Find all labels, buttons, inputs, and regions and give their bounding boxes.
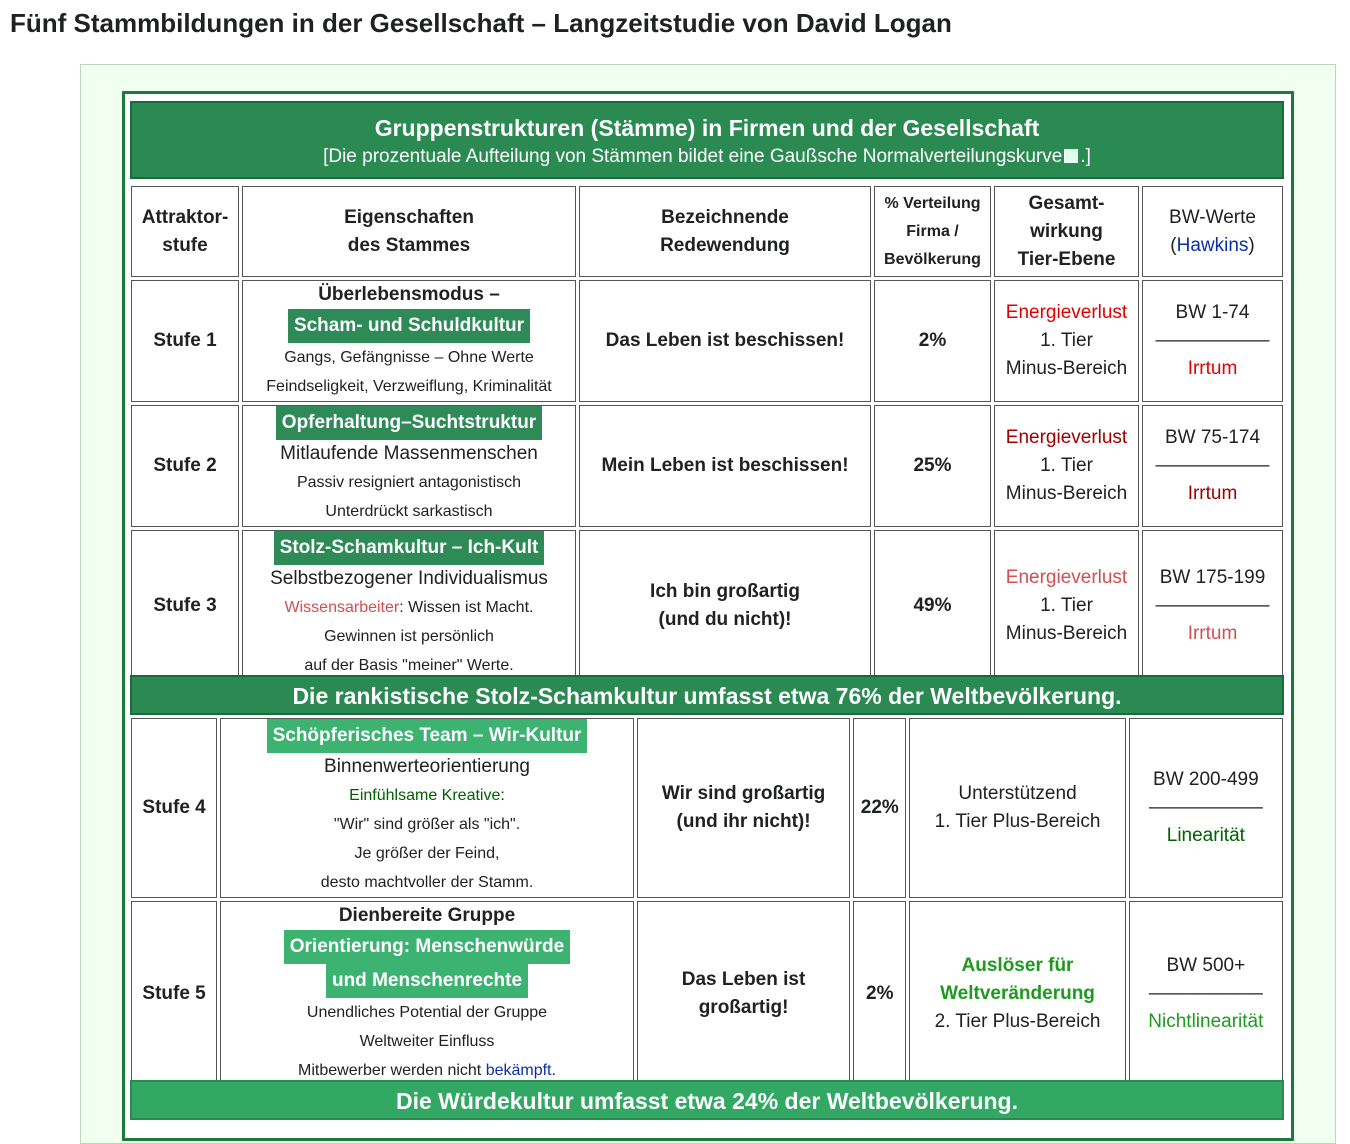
upper-table [128, 183, 1286, 684]
phrase-cell: Wir sind großartig (und ihr nicht)! [637, 718, 850, 898]
header-row [131, 186, 1283, 277]
phrase-cell: Das Leben ist beschissen! [579, 280, 871, 402]
col-eigenschaften: Eigenschaften des Stammes [242, 186, 576, 277]
prozent-cell: 25% [874, 405, 991, 527]
table-header [130, 101, 1284, 179]
table-subtitle [132, 146, 1282, 168]
prozent-cell: 2% [853, 901, 906, 1086]
wirkung-cell: Energieverlust 1. Tier Minus-Bereich [994, 280, 1139, 402]
wirkung-cell: Auslöser für Weltveränderung 2. Tier Plus-Bereich [909, 901, 1125, 1086]
eigenschaften-cell [242, 405, 576, 527]
col-attraktor: Attraktor- stufe [131, 186, 239, 277]
cell-line: Selbstbezogener Individualismus [270, 568, 548, 589]
table-row [131, 280, 1283, 402]
stufe-label: Stufe 3 [131, 530, 239, 681]
stufe-label: Stufe 4 [131, 718, 217, 898]
bw-cell: BW 1-74 —————— Irrtum [1142, 280, 1283, 402]
culture-tag: Schöpferisches Team – Wir-Kultur [267, 719, 588, 753]
cell-line: Je größer der Feind, [354, 845, 500, 862]
wirkung-cell: Energieverlust 1. Tier Minus-Bereich [994, 405, 1139, 527]
cell-line: Überlebensmodus – [318, 284, 500, 305]
stufe-label: Stufe 2 [131, 405, 239, 527]
cell-line: Gangs, Gefängnisse – Ohne Werte [284, 349, 534, 366]
cell-line: Binnenwerteorientierung [324, 756, 530, 777]
culture-tag: und Menschenrechte [326, 964, 528, 998]
col-redewendung: Bezeichnende Redewendung [579, 186, 871, 277]
table-row [131, 530, 1283, 681]
eigenschaften-cell: Stolz-Schamkultur – Ich-Kult Selbstbezogener Individualismus Wissensarbeiter: Wissen ist Macht. Gewinnen ist persönlich auf der Basis "meiner" Werte. [242, 530, 576, 681]
eigenschaften-cell: Dienbereite Gruppe Orientierung: Menschenwürde und Menschenrechte Unendliches Potential der Gruppe Weltweiter Einfluss Mitbewerber werden nicht bekämpft. [220, 901, 634, 1086]
culture-tag: Orientierung: Menschenwürde [284, 930, 570, 964]
wirkung-cell: Energieverlust 1. Tier Minus-Bereich [994, 530, 1139, 681]
stufe-label: Stufe 1 [131, 280, 239, 402]
cell-line: Unterdrückt sarkastisch [325, 503, 493, 520]
culture-tag: Stolz-Schamkultur – Ich-Kult [274, 531, 545, 565]
bw-cell: BW 175-199 —————— Irrtum [1142, 530, 1283, 681]
cell-line: auf der Basis "meiner" Werte. [304, 657, 514, 674]
summary-band-2: Die Würdekultur umfasst etwa 24% der Weltbevölkerung. [130, 1080, 1284, 1120]
col-verteilung: % Verteilung Firma / Bevölkerung [874, 186, 991, 277]
culture-tag: Scham- und Schuldkultur [288, 309, 530, 343]
subtitle-end: .] [1080, 146, 1091, 167]
cell-line: Mitlaufende Massenmenschen [280, 443, 538, 464]
table-row [131, 718, 1283, 898]
prozent-cell: 22% [853, 718, 906, 898]
phrase-cell: Ich bin großartig (und du nicht)! [579, 530, 871, 681]
lower-table [128, 715, 1286, 1089]
cell-line: desto machtvoller der Stamm. [320, 874, 534, 891]
wissensarbeiter-link[interactable]: Wissensarbeiter [284, 599, 400, 616]
wirkung-cell: Unterstützend 1. Tier Plus-Bereich [909, 718, 1125, 898]
table-title: Gruppenstrukturen (Stämme) in Firmen und der Gesellschaft [374, 115, 1040, 141]
bw-cell: BW 500+ —————— Nichtlinearität [1129, 901, 1283, 1086]
subtitle-text: [Die prozentuale Aufteilung von Stämmen bildet eine Gaußsche Normalverteilungskurve [323, 146, 1063, 167]
kreative-link[interactable]: Einfühlsame Kreative [349, 787, 501, 804]
bw-cell: BW 75-174 —————— Irrtum [1142, 405, 1283, 527]
bekaempft-link[interactable]: bekämpft [485, 1062, 552, 1079]
cell-line: Feindseligkeit, Verzweiflung, Kriminalität [266, 378, 552, 395]
eigenschaften-cell: Schöpferisches Team – Wir-Kultur Binnenwerteorientierung Einfühlsame Kreative: "Wir" sind größer als "ich". Je größer der Feind, desto machtvoller der Stamm. [220, 718, 634, 898]
cell-line: Gewinnen ist persönlich [324, 628, 494, 645]
cell-line: Dienbereite Gruppe [338, 905, 516, 926]
phrase-cell: Mein Leben ist beschissen! [579, 405, 871, 527]
cell-line: Unendliches Potential der Gruppe [306, 1004, 548, 1021]
cell-line: "Wir" sind größer als "ich". [333, 816, 521, 833]
bw-cell: BW 200-499 —————— Linearität [1129, 718, 1283, 898]
table-row [131, 405, 1283, 527]
culture-tag: Opferhaltung–Suchtstruktur [276, 406, 542, 440]
prozent-cell: 2% [874, 280, 991, 402]
phrase-cell: Das Leben ist großartig! [637, 901, 850, 1086]
hawkins-link[interactable]: Hawkins [1176, 234, 1249, 256]
table-row [131, 901, 1283, 1086]
summary-band-1: Die rankistische Stolz-Schamkultur umfasst etwa 76% der Weltbevölkerung. [130, 675, 1284, 715]
cell-line: Passiv resigniert antagonistisch [296, 474, 522, 491]
eigenschaften-cell [242, 280, 576, 402]
cell-line: Weltweiter Einfluss [359, 1033, 495, 1050]
external-link-icon[interactable] [1064, 149, 1078, 163]
prozent-cell: 49% [874, 530, 991, 681]
page-title: Fünf Stammbildungen in der Gesellschaft – Langzeitstudie von David Logan [10, 8, 952, 38]
col-wirkung: Gesamt- wirkung Tier-Ebene [994, 186, 1139, 277]
col-bw: BW-Werte (Hawkins) [1142, 186, 1283, 277]
stufe-label: Stufe 5 [131, 901, 217, 1086]
